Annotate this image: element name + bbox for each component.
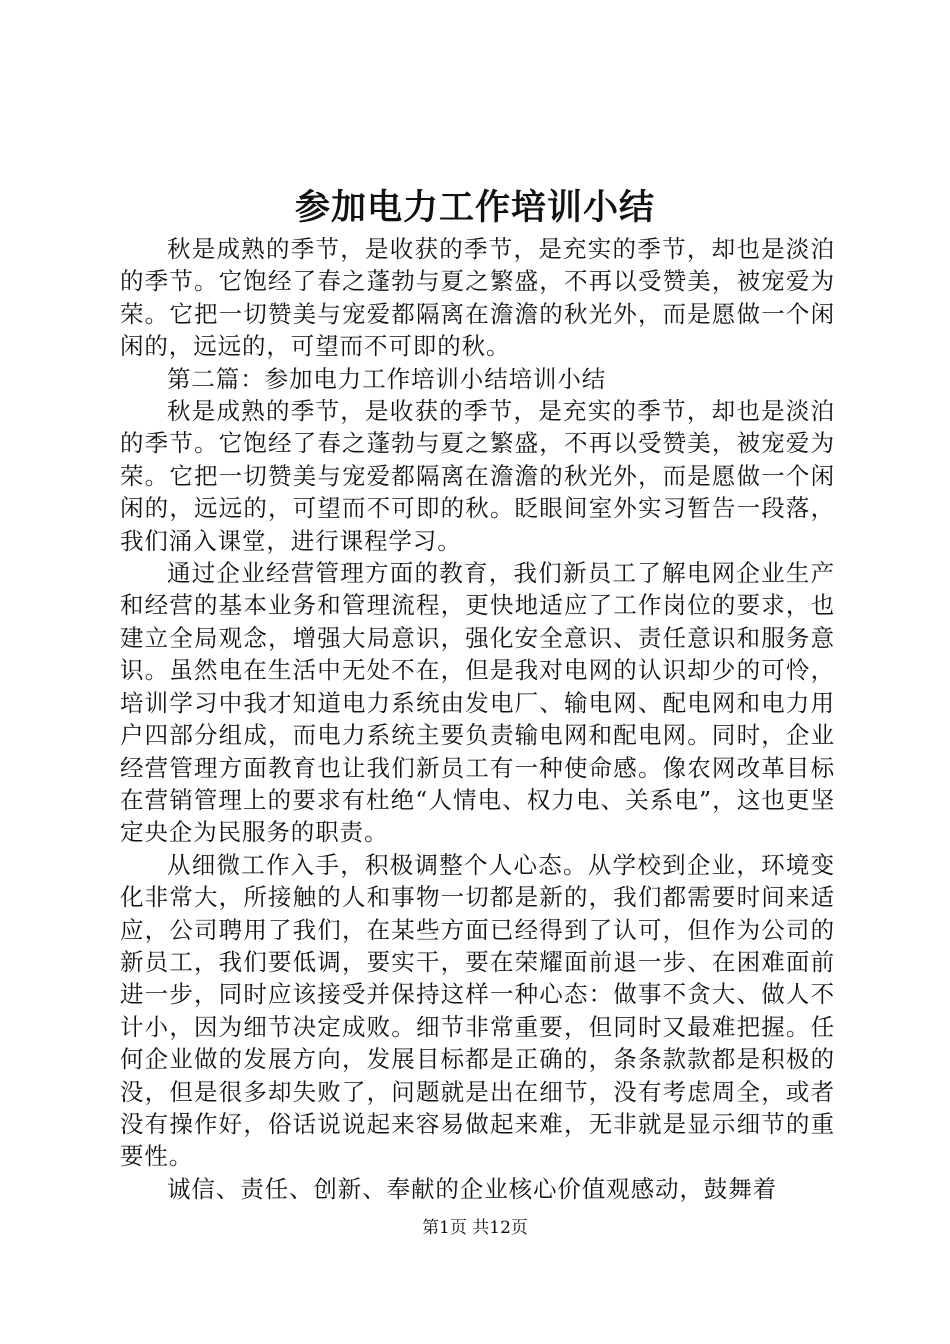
paragraph: 通过企业经营管理方面的教育，我们新员工了解电网企业生产和经营的基本业务和管理流程，更快地适应了工作岗位的要求，也建立全局观念，增强大局意识，强化安全意识、责任意识和服务意识。虽然电在生活中无处不在，但是我对电网的认识却少的可怜，培训学习中我才知道电力系统由发电厂、输电网、配电网和电力用户四部分组成，而电力系统主要负责输电网和配电网。同时，企业经营管理方面教育也让我们新员工有一种使命感。像农网改革目标在营销管理上的要求有杜绝“人情电、权力电、关系电”，这也更坚定央企为民服务的职责。 <box>120 559 835 847</box>
document-title: 参加电力工作培训小结 <box>294 187 655 228</box>
paragraph: 秋是成熟的季节，是收获的季节，是充实的季节，却也是淡泊的季节。它饱经了春之蓬勃与夏之繁盛，不再以受赞美，被宠爱为荣。它把一切赞美与宠爱都隔离在澹澹的秋光外，而是愿做一个闲闲的，远远的，可望而不可即的秋。 <box>120 235 835 361</box>
paragraph: 诚信、责任、创新、奉献的企业核心价值观感动，鼓舞着 <box>167 1174 777 1203</box>
section-heading: 第二篇：参加电力工作培训小结培训小结 <box>167 364 607 393</box>
paragraph: 秋是成熟的季节，是收获的季节，是充实的季节，却也是淡泊的季节。它饱经了春之蓬勃与夏之繁盛，不再以受赞美，被宠爱为荣。它把一切赞美与宠爱都隔离在澹澹的秋光外，而是愿做一个闲闲的，远远的，可望而不可即的秋。眨眼间室外实习暂告一段落，我们涌入课堂，进行课程学习。 <box>120 397 835 555</box>
document-body <box>120 233 835 1205</box>
paragraph: 从细微工作入手，积极调整个人心态。从学校到企业，环境变化非常大，所接触的人和事物一切都是新的，我们都需要时间来适应，公司聘用了我们，在某些方面已经得到了认可，但作为公司的新员工，我们要低调，要实干，要在荣耀面前退一步、在困难面前进一步，同时应该接受并保持这样一种心态：做事不贪大、做人不计小，因为细节决定成败。细节非常重要，但同时又最难把握。任何企业做的发展方向，发展目标都是正确的，条条款款都是积极的没，但是很多却失败了，问题就是出在细节，没有考虑周全，或者没有操作好，俗话说说起来容易做起来难，无非就是显示细节的重要性。 <box>120 850 835 1171</box>
page-footer: 第1页 共12页 <box>422 1218 528 1238</box>
